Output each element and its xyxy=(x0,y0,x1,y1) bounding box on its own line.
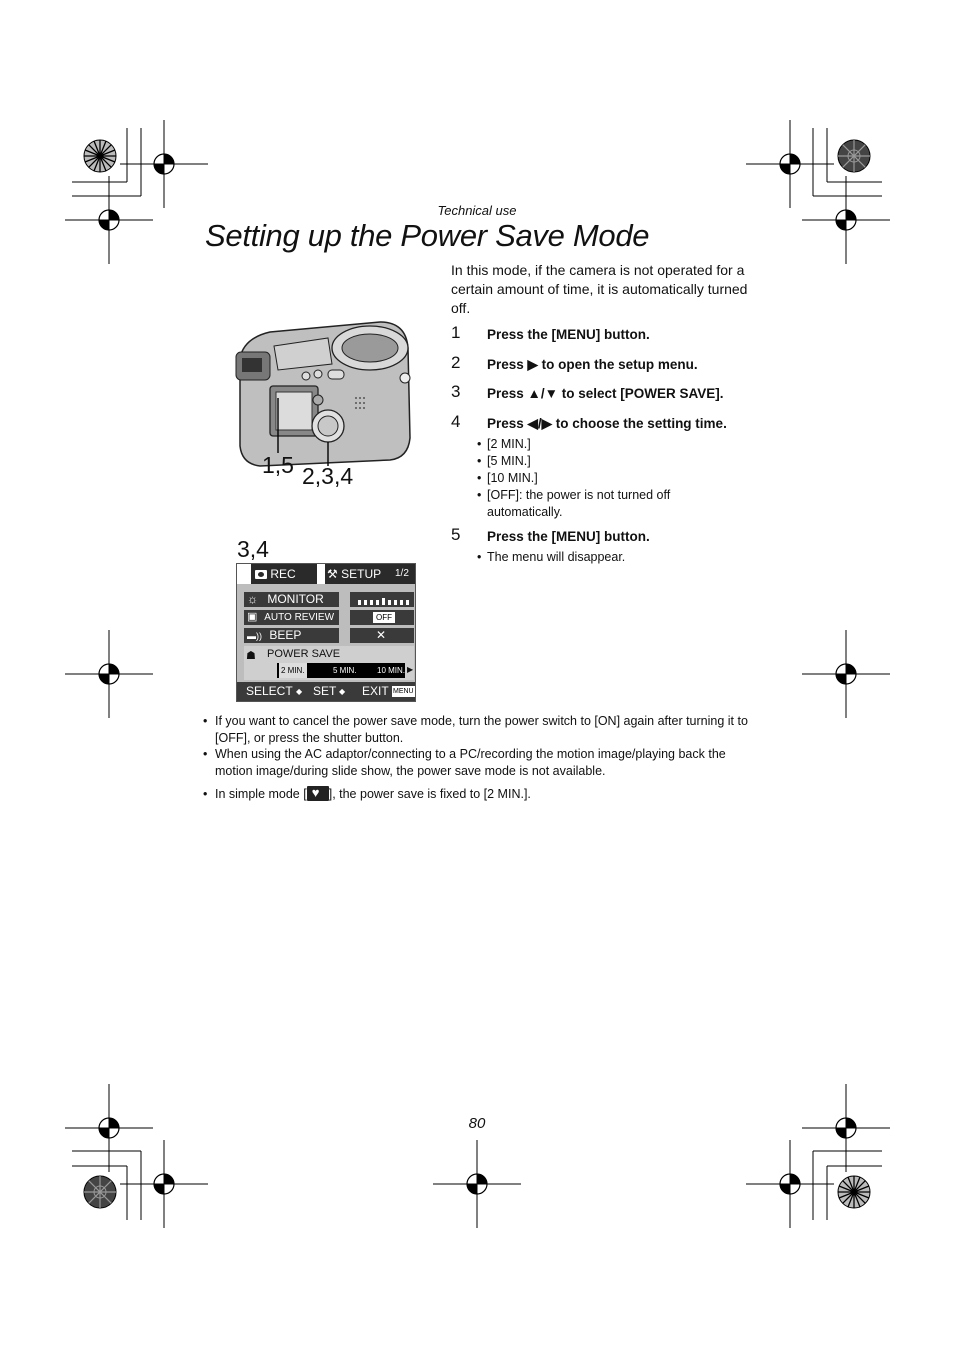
menu-row-monitor xyxy=(244,592,339,607)
option-10-min: 10 MIN. xyxy=(377,666,406,675)
callout-2-3-4: 2,3,4 xyxy=(302,463,354,489)
tab-rec xyxy=(255,564,296,584)
option-list-item: • [5 MIN.] xyxy=(477,453,717,470)
power-save-icon: ☗ xyxy=(246,650,256,662)
step-text: Press the [MENU] button. xyxy=(487,327,650,342)
brightness-scale xyxy=(350,592,414,607)
page-indicator: 1/2 xyxy=(395,568,409,579)
note-text: The menu will disappear. xyxy=(487,550,626,564)
option-text: [5 MIN.] xyxy=(487,454,531,468)
step-text: Press the [MENU] button. xyxy=(487,529,650,544)
step-number: 3 xyxy=(451,382,461,401)
menu-row-power-save xyxy=(244,646,414,680)
power-save-options xyxy=(277,663,405,678)
brightness-bar xyxy=(350,592,414,607)
menu-row-label: MONITOR xyxy=(267,592,324,606)
menu-row-label: AUTO REVIEW xyxy=(264,612,335,623)
note-text: In simple mode [ xyxy=(215,787,307,801)
heart-icon: ♥ xyxy=(307,786,329,801)
step-text: Press ◀/▶ to choose the setting time. xyxy=(487,416,727,431)
note-text: If you want to cancel the power save mode, turn the power switch to [ON] again after turning it to [OFF], or press the shutter button. xyxy=(215,714,748,745)
note-text: ], the power save is fixed to [2 MIN.]. xyxy=(328,787,531,801)
option-2-min: 2 MIN. xyxy=(279,663,307,678)
tab-setup xyxy=(327,564,381,584)
footer-select: SELECT xyxy=(246,684,293,698)
menu-row-auto-review xyxy=(244,610,339,625)
intro-text: In this mode, if the camera is not operated for a certain amount of time, it is automatically turned off. xyxy=(451,262,748,316)
menu-row-beep xyxy=(244,628,339,643)
option-list-item: • [OFF]: the power is not turned off automatically. xyxy=(477,487,707,520)
menu-footer xyxy=(237,682,415,701)
page-number: 80 xyxy=(468,1115,486,1132)
setup-menu-screen xyxy=(236,563,416,702)
tab-setup-label: SETUP xyxy=(341,567,382,581)
option-text: [2 MIN.] xyxy=(487,437,531,451)
callout-1-5: 1,5 xyxy=(262,452,294,478)
step-text: Press ▲/▼ to select [POWER SAVE]. xyxy=(487,386,724,401)
section-label: Technical use xyxy=(437,203,517,218)
note-item: • If you want to cancel the power save mode, turn the power switch to [ON] again after turning it to [OFF], or press the shutter button. xyxy=(203,713,763,747)
menu-row-label: BEEP xyxy=(269,628,302,642)
option-5-min: 5 MIN. xyxy=(333,666,357,675)
menu-button-icon: MENU xyxy=(393,688,414,695)
note-text: When using the AC adaptor/connecting to a PC/recording the motion image/playing back the motion image/during slide show, the power save mode is not available. xyxy=(215,747,726,778)
step-number: 1 xyxy=(451,323,461,342)
step-number: 5 xyxy=(451,525,461,544)
auto-review-value: OFF xyxy=(373,612,395,623)
menu-row-label: POWER SAVE xyxy=(267,648,341,660)
tab-edge xyxy=(237,564,251,584)
monitor-brightness-icon: ☼ xyxy=(247,592,258,606)
step-text: Press ▶ to open the setup menu. xyxy=(487,357,698,372)
callout-3-4: 3,4 xyxy=(237,536,269,562)
footer-set: SET xyxy=(313,684,337,698)
beep-value-box xyxy=(350,628,414,643)
option-text: [10 MIN.] xyxy=(487,471,538,485)
arrow-right-icon: ▶ xyxy=(407,665,414,674)
tab-rec-label: REC xyxy=(270,567,296,581)
option-text: [OFF]: the power is not turned off automatically. xyxy=(487,488,671,519)
note-item: • In simple mode [ ♥ ], the power save is fixed to [2 MIN.]. xyxy=(203,785,531,801)
tab-divider xyxy=(317,564,325,584)
step-number: 2 xyxy=(451,353,461,372)
review-icon: ▣ xyxy=(247,611,258,623)
auto-review-value-box xyxy=(350,610,414,625)
step-number: 4 xyxy=(451,412,461,431)
menu-tabs xyxy=(237,564,415,584)
setup-icon: ⚒ xyxy=(327,567,338,581)
step5-note: • The menu will disappear. xyxy=(477,549,717,566)
up-down-icon: ◆ xyxy=(296,687,303,696)
mute-icon: ✕ xyxy=(376,628,387,642)
left-right-icon: ◆ xyxy=(339,687,346,696)
option-list-item: • [2 MIN.] xyxy=(477,436,717,453)
camera-icon xyxy=(255,570,267,579)
camera-illustration xyxy=(230,318,420,478)
beep-icon: ▬)) xyxy=(247,631,262,641)
note-item: • When using the AC adaptor/connecting to a PC/recording the motion image/playing back the motion image/during slide show, the power save mode is not available. xyxy=(203,746,763,780)
option-list-item: • [10 MIN.] xyxy=(477,470,717,487)
page-title: Setting up the Power Save Mode xyxy=(205,218,650,253)
footer-exit: EXIT xyxy=(362,684,389,698)
